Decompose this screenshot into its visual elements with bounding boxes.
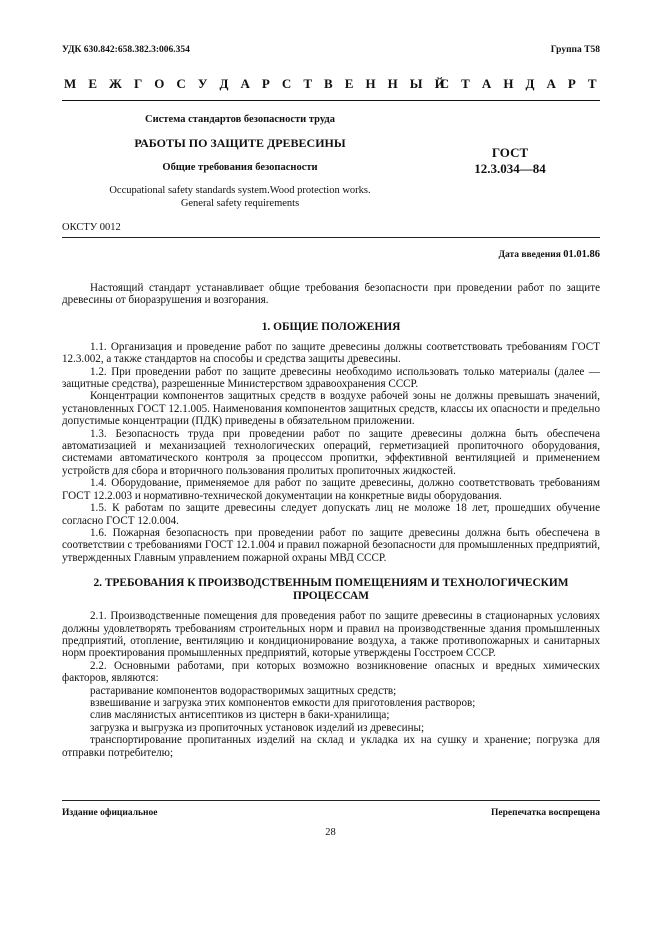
okstu-code: ОКСТУ 0012 — [62, 222, 121, 233]
paragraph-1-5: 1.5. К работам по защите древесины следует допускать лиц не моложе 18 лет, прошедших обучение согласно ГОСТ 12.0.004. — [62, 502, 600, 527]
list-item: растаривание компонентов водорастворимых защитных средств; — [90, 684, 397, 697]
list-item: транспортирование пропитанных изделий на склад и укладка их на сушку и хранение; погрузка для отправки потребителю; — [62, 734, 600, 759]
effective-date — [498, 249, 600, 260]
english-title-line2: General safety requirements — [180, 198, 300, 209]
english-title-line1: Occupational safety standards system.Wood protection works. — [109, 185, 371, 196]
paragraph-2-2: 2.2. Основными работами, при которых возможно возникновение опасных и вредных химических факторов, являются: — [62, 659, 600, 685]
list-item: слив маслянистых антисептиков из цистерн в баки-хранилища; — [90, 709, 390, 722]
footer-official-edition: Издание официальное — [62, 808, 158, 818]
banner-left: М Е Ж Г О С У Д А Р С Т В Е Н Н Ы Й — [64, 76, 449, 91]
list-item: загрузка и выгрузка из пропиточных установок изделий из древесины; — [90, 721, 425, 734]
system-title: Система стандартов безопасности труда — [145, 114, 335, 125]
section-2-heading-line2: ПРОЦЕССАМ — [293, 590, 369, 603]
banner-right: С Т А Н Д А Р Т — [439, 76, 600, 91]
paragraph-1-4: 1.4. Оборудование, применяемое для работ по защите древесины, должно соответствовать требованиям ГОСТ 12.2.003 и нормативно-технической документации на конкретные виды оборудования. — [62, 477, 600, 502]
list-item: взвешивание и загрузка этих компонентов емкости для приготовления растворов; — [90, 696, 476, 709]
standard-title: РАБОТЫ ПО ЗАЩИТЕ ДРЕВЕСИНЫ — [134, 136, 346, 150]
paragraph-1-3: 1.3. Безопасность труда при проведении работ по защите древесины должна быть обеспечена автоматизацией и механизацией технологических операций, герметизацией пропиточного оборудования, системами автоматического контроля за процессом пропитки, эффективной вентиляцией и применением устройств для сбора и вторичного пользования пролитых пропиточных жидкостей. — [62, 427, 600, 477]
page-number: 28 — [325, 827, 336, 838]
group-code: Группа Т58 — [550, 45, 600, 55]
paragraph-2-1: 2.1. Производственные помещения для проведения работ по защите древесины в стационарных условиях должны удовлетворять требованиям строительных норм и правил на производственные здания промышленных предприятий, отопление, вентиляцию и кондиционирование воздуха, а также противопожарных и санитарных норм проектирования промышленных предприятий, которые утверждены Госстроем СССР. — [62, 610, 600, 660]
intro-paragraph: Настоящий стандарт устанавливает общие требования безопасности при проведении работ по защите древесины от биоразрушения и возгорания. — [62, 282, 600, 307]
banner-rule — [62, 100, 600, 101]
section-1-heading: 1. ОБЩИЕ ПОЛОЖЕНИЯ — [261, 320, 401, 333]
gost-label: ГОСТ — [491, 145, 529, 160]
udk-code: УДК 630.842:658.382.3:006.354 — [62, 45, 190, 55]
footer-rule — [62, 800, 600, 801]
paragraph-1-2-cont: Концентрации компонентов защитных средств в воздухе рабочей зоны не должны превышать значений, установленных ГОСТ 12.1.005. Наименования компонентов защитных средств, классы их опасности и предельно допустимые концентрации (ПДК) приведены в обязательном приложении. — [62, 390, 600, 428]
paragraph-1-6: 1.6. Пожарная безопасность при проведении работ по защите древесины должна быть обеспечена в соответствии с требованиями ГОСТ 12.1.004 и правил пожарной безопасности для промышленных предприятий, утвержденных Главным управлением пожарной охраны МВД СССР. — [62, 526, 600, 564]
paragraph-1-1: 1.1. Организация и проведение работ по защите древесины должны соответствовать требованиям ГОСТ 12.3.002, а также стандартов на способы и средства защиты древесины. — [62, 340, 600, 366]
gost-number: 12.3.034—84 — [474, 161, 546, 176]
date-value: 01.01.86 — [563, 249, 600, 260]
section-2-heading-line1: 2. ТРЕБОВАНИЯ К ПРОИЗВОДСТВЕННЫМ ПОМЕЩЕНИЯМ И ТЕХНОЛОГИЧЕСКИМ — [93, 577, 569, 590]
document-body — [62, 282, 600, 759]
paragraph-1-2: 1.2. При проведении работ по защите древесины необходимо использовать только материалы (далее — защитные средства), разрешенные Министерством здравоохранения СССР. — [62, 365, 600, 391]
footer-reprint-prohibited: Перепечатка воспрещена — [490, 808, 600, 818]
title-rule — [62, 237, 600, 238]
standard-subtitle: Общие требования безопасности — [162, 162, 318, 173]
date-label: Дата введения — [498, 250, 561, 260]
